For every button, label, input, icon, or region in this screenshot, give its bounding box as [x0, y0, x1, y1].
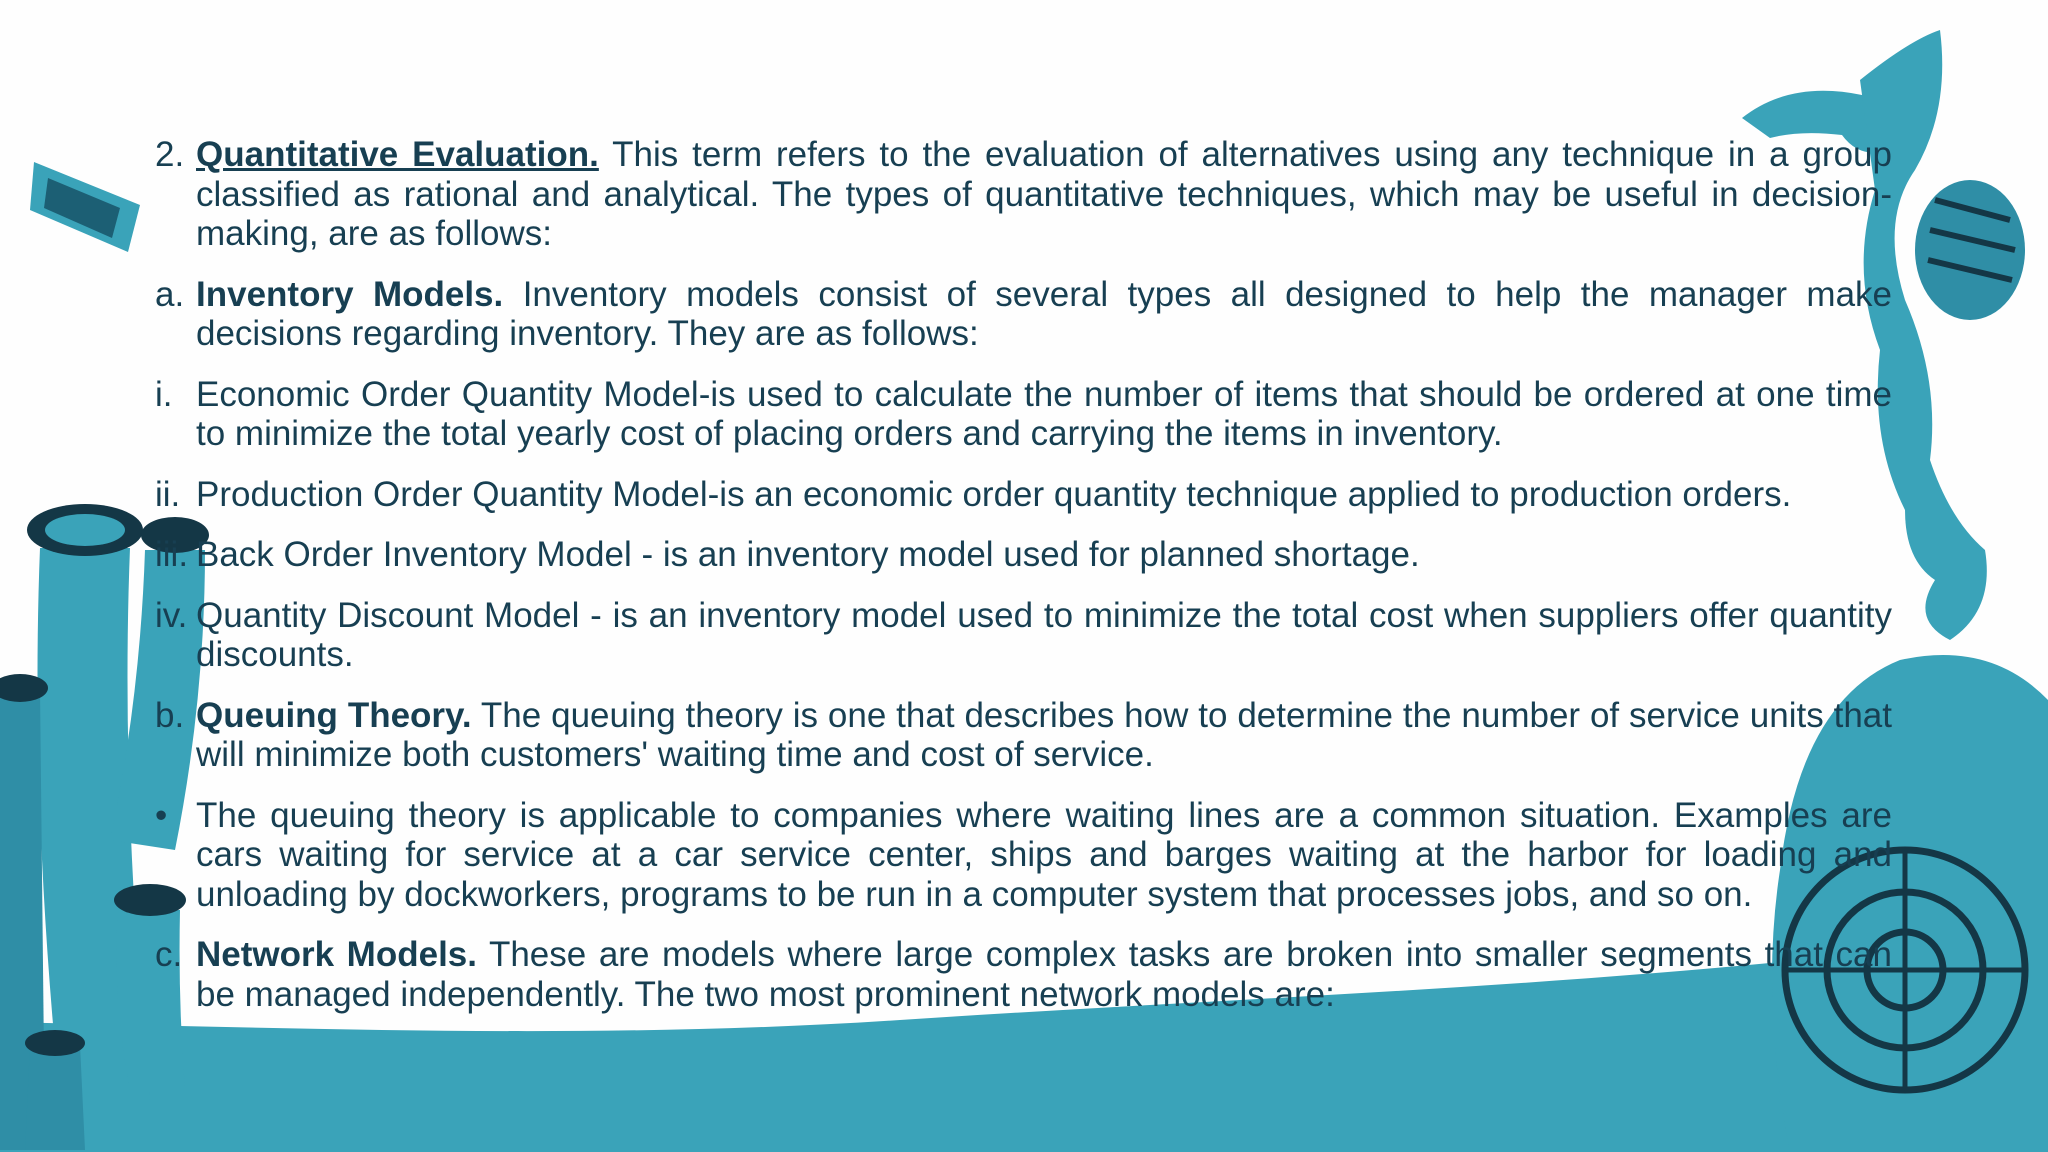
list-marker: b.	[155, 695, 185, 735]
list-item	[155, 135, 1892, 254]
section-text: Inventory models consist of several types all designed to help the manager make decisions regarding inventory. They are as follows:	[196, 274, 1892, 353]
section-term: Network Models.	[196, 935, 477, 974]
section-term: Inventory Models.	[196, 274, 504, 314]
list-marker: ii.	[155, 474, 181, 514]
content-list	[155, 135, 1892, 1035]
list-item	[155, 535, 1892, 575]
list-item-body	[196, 375, 1892, 454]
list-item	[155, 696, 1892, 775]
list-item-body	[196, 535, 1892, 575]
section-text: The queuing theory is one that describes how to determine the number of service units that will minimize both customers' waiting time and cost of service.	[196, 695, 1892, 774]
section-text: Economic Order Quantity Model-is used to calculate the number of items that should be ordered at one time to minimize the total yearly cost of placing orders and carrying the items in inventory.	[196, 374, 1892, 453]
list-item-body	[196, 935, 1892, 1014]
section-text: Back Order Inventory Model - is an inventory model used for planned shortage.	[196, 535, 1420, 574]
broken-shell-piece	[30, 162, 140, 252]
list-marker: c.	[155, 935, 183, 974]
list-item	[155, 375, 1892, 454]
list-item	[155, 935, 1892, 1014]
list-marker: •	[155, 795, 168, 835]
section-term: Quantitative Evaluation.	[196, 135, 599, 174]
list-marker: i.	[155, 374, 173, 414]
section-text: This term refers to the evaluation of alternatives using any technique in a group classified as rational and analytical. The types of quantitative techniques, which may be useful in decision-making, are as follows:	[196, 135, 1892, 253]
section-term: Queuing Theory.	[196, 695, 472, 735]
list-item-body	[196, 596, 1892, 675]
list-item-body	[196, 475, 1892, 515]
list-item-body	[196, 796, 1892, 915]
list-item	[155, 275, 1892, 354]
list-item-body	[196, 275, 1892, 354]
list-item	[155, 796, 1892, 915]
section-text: Quantity Discount Model - is an inventory model used to minimize the total cost when suppliers offer quantity discounts.	[196, 595, 1892, 674]
list-item	[155, 596, 1892, 675]
section-text: The queuing theory is applicable to companies where waiting lines are a common situation. Examples are cars waiting for service at a car service center, ships and barges waiting at the harbor for loading and unloading by dockworkers, programs to be run in a computer system that processes jobs, and so on.	[196, 795, 1892, 914]
list-marker: 2.	[155, 135, 185, 174]
section-text: Production Order Quantity Model-is an economic order quantity technique applied to production orders.	[196, 474, 1792, 514]
list-item	[155, 475, 1892, 515]
list-item-body	[196, 135, 1892, 254]
list-marker: iii.	[155, 535, 189, 574]
list-item-body	[196, 696, 1892, 775]
list-marker: iv.	[155, 595, 188, 635]
list-marker: a.	[155, 274, 185, 314]
section-text: These are models where large complex tasks are broken into smaller segments that can be managed independently. The two most prominent network models are:	[196, 935, 1892, 1014]
